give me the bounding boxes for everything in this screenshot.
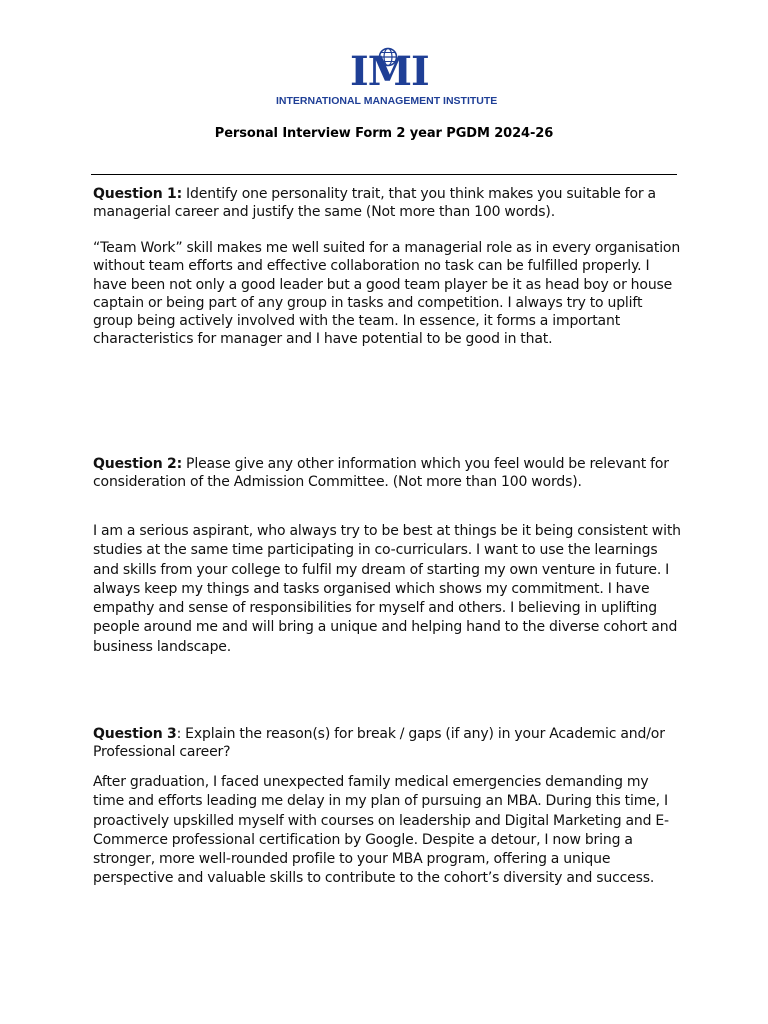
question-1-text: Identify one personality trait, that you think makes you suitable for a managerial career and justify the same (Not more than 100 words). [93, 186, 656, 221]
answer-3: After graduation, I faced unexpected family medical emergencies demanding my time and efforts leading me delay in my plan of pursuing an MBA. During this time, I proactively upskilled myself with courses on leadership and Digital Marketing and E-Commerce professional certification by Google. Despite a detour, I now bring a stronger, more well-rounded profile to your MBA program, offering a unique perspective and valuable skills to contribute to the cohort’s diversity and success. [93, 774, 669, 887]
logo-subtitle: INTERNATIONAL MANAGEMENT INSTITUTE [276, 95, 498, 107]
question-2 [93, 455, 683, 492]
logo-wordmark: IMI [350, 48, 429, 95]
question-1-label: Question 1: [93, 186, 183, 202]
title-divider [91, 174, 677, 175]
answer-1: “Team Work” skill makes me well suited for a managerial role as in every organisation without team efforts and effective collaboration no task can be fulfilled properly. I have been not only a good leader but a good team player be it as head boy or house captain or being part of any group in tasks and competition. I always try to uplift group being actively involved with the team. In essence, it forms a important characteristics for manager and I have potential to be good in that. [93, 240, 681, 348]
question-3 [93, 725, 683, 762]
question-2-label: Question 2: [93, 456, 183, 472]
question-3-text: : Explain the reason(s) for break / gaps (if any) in your Academic and/or Professional career? [93, 726, 665, 761]
answer-2: I am a serious aspirant, who always try to be best at things be it being consistent with studies at the same time participating in co-curriculars. I want to use the learnings and skills from your college to fulfil my dream of starting my own venture in future. I always keep my things and tasks organised which shows my commitment. I have empathy and sense of responsibilities for myself and others. I believing in uplifting people around me and will bring a unique and helping hand to the diverse cohort and business landscape. [93, 523, 681, 655]
question-3-label: Question 3 [93, 726, 177, 742]
imi-logo [262, 44, 506, 110]
question-1 [93, 185, 683, 222]
question-2-text: Please give any other information which you feel would be relevant for consideration of the Admission Committee. (Not more than 100 words). [93, 456, 669, 491]
form-title: Personal Interview Form 2 year PGDM 2024-26 [214, 126, 554, 141]
